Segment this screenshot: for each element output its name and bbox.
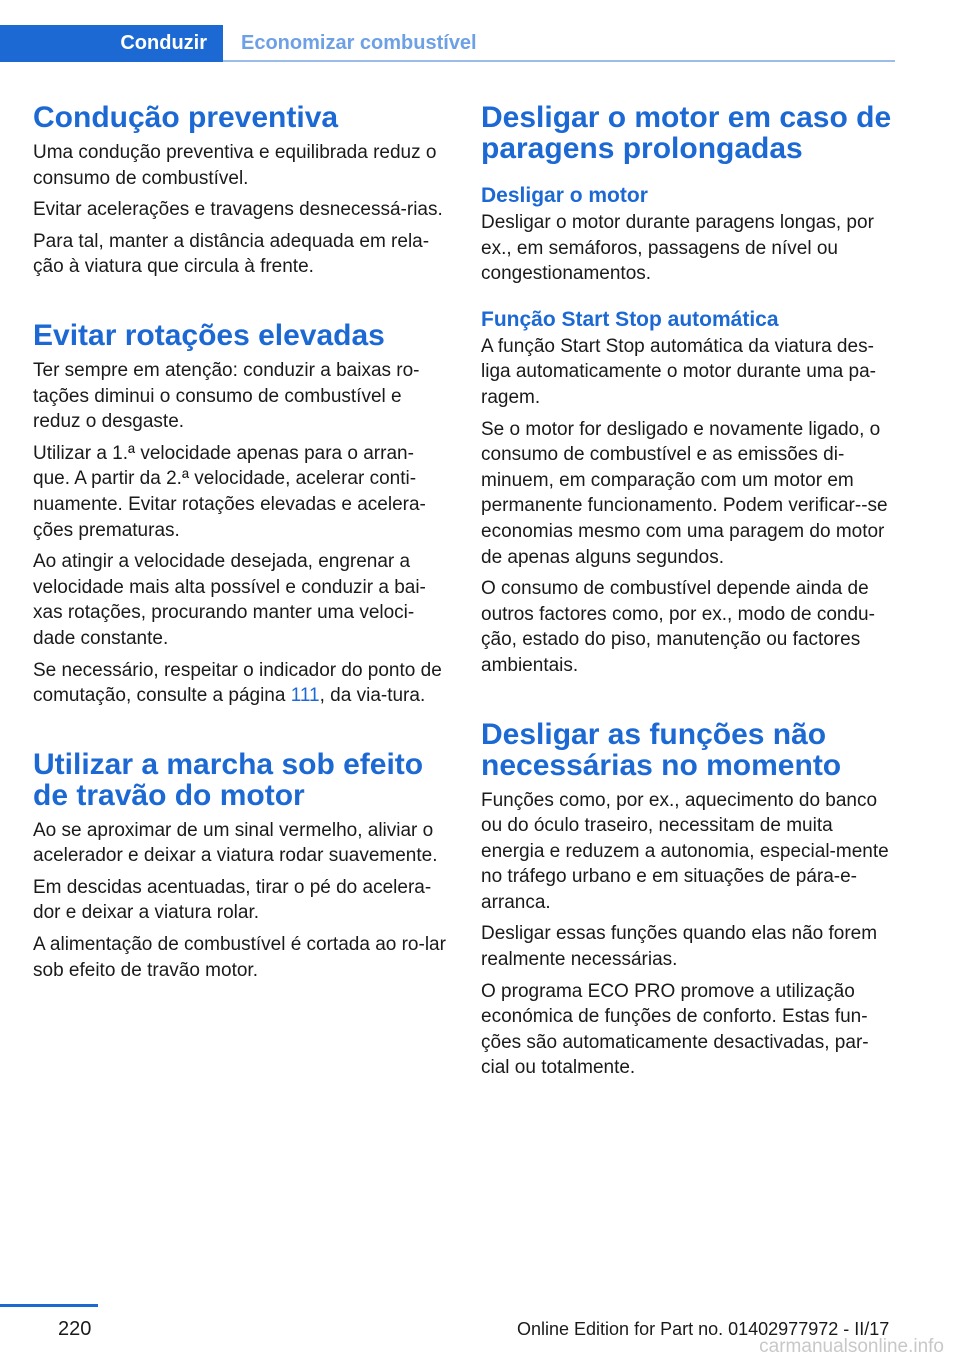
- heading-desligar-funcoes: Desligar as funções não necessárias no momento: [481, 717, 842, 782]
- paragraph: Uma condução preventiva e equilibrada reduz o consumo de combustível.: [33, 142, 437, 189]
- tab-economizar-combustivel[interactable]: Economizar combustível: [241, 32, 477, 54]
- heading-evitar-rotacoes: Evitar rotações elevadas: [33, 318, 385, 352]
- footer-accent-line: [0, 1304, 98, 1307]
- watermark: carmanualsonline.info: [759, 1336, 944, 1357]
- edition-info: Online Edition for Part no. 01402977972 - II/17: [517, 1319, 890, 1339]
- paragraph: Ter sempre em atenção: conduzir a baixas ro-tações diminui o consumo de combustível e reduz o desgaste.: [33, 359, 420, 433]
- paragraph: Desligar essas funções quando elas não forem realmente necessárias.: [481, 923, 878, 971]
- paragraph-text: Se necessário, respeitar o indicador do ponto de comutação, consulte a página: [33, 659, 442, 707]
- page-reference-link[interactable]: 111: [290, 685, 320, 707]
- paragraph: Funções como, por ex., aquecimento do banco ou do óculo traseiro, necessitam de muita energia e reduzem a autonomia, especial-mente no tráfego urbano e em situações de pára-e-arranca.: [481, 789, 889, 913]
- heading-conducao-preventiva: Condução preventiva: [33, 101, 339, 134]
- tab-conduzir[interactable]: Conduzir: [0, 25, 223, 62]
- subheading-start-stop: Função Start Stop automática: [481, 307, 779, 331]
- chapter-tab-bar: [0, 25, 895, 62]
- left-column: [33, 102, 448, 989]
- heading-marcha-travao-motor: Utilizar a marcha sob efeito de travão do motor: [33, 747, 424, 812]
- paragraph: Desligar o motor durante paragens longas, por ex., em semáforos, passagens de nível ou congestionamentos.: [481, 212, 874, 285]
- paragraph-with-page-link: [33, 658, 448, 709]
- paragraph: Para tal, manter a distância adequada em rela-ção à viatura que circula à frente.: [33, 230, 430, 278]
- page-number: 220: [58, 1318, 92, 1340]
- paragraph: O consumo de combustível depende ainda de outros factores como, por ex., modo de condu-ção, estado do piso, manutenção ou factores ambientais.: [481, 578, 875, 676]
- paragraph-text: , da via-tura.: [319, 685, 426, 707]
- paragraph: A alimentação de combustível é cortada ao ro-lar sob efeito de travão motor.: [33, 934, 446, 981]
- paragraph: Em descidas acentuadas, tirar o pé do acelera-dor e deixar a viatura rolar.: [33, 876, 432, 924]
- subheading-desligar-motor: Desligar o motor: [481, 184, 648, 207]
- paragraph: Utilizar a 1.ª velocidade apenas para o arran-que. A partir da 2.ª velocidade, acelerar conti-nuamente. Evitar rotações elevadas e acelera-ções prematuras.: [33, 442, 426, 541]
- right-column: [481, 102, 897, 1087]
- paragraph: Ao se aproximar de um sinal vermelho, aliviar o acelerador e deixar a viatura rodar suavemente.: [33, 819, 438, 867]
- paragraph: Evitar acelerações e travagens desnecessá-rias.: [33, 199, 443, 221]
- paragraph: O programa ECO PRO promove a utilização económica de funções de conforto. Estas fun-ções são automaticamente desactivadas, par-cial ou totalmente.: [481, 980, 869, 1079]
- paragraph: A função Start Stop automática da viatura des-liga automaticamente o motor durante uma pa-ragem.: [481, 335, 876, 408]
- paragraph: Se o motor for desligado e novamente ligado, o consumo de combustível e as emissões di-minuem, em comparação com um motor em permanente funcionamento. Podem verificar--se economias mesmo com uma paragem do motor de apenas alguns segundos.: [481, 418, 888, 568]
- heading-desligar-motor-paragens: Desligar o motor em caso de paragens prolongadas: [481, 101, 892, 165]
- tab-divider-line: [223, 60, 895, 62]
- paragraph: Ao atingir a velocidade desejada, engrenar a velocidade mais alta possível e conduzir a bai-xas rotações, procurando manter uma veloci-dade constante.: [33, 551, 426, 649]
